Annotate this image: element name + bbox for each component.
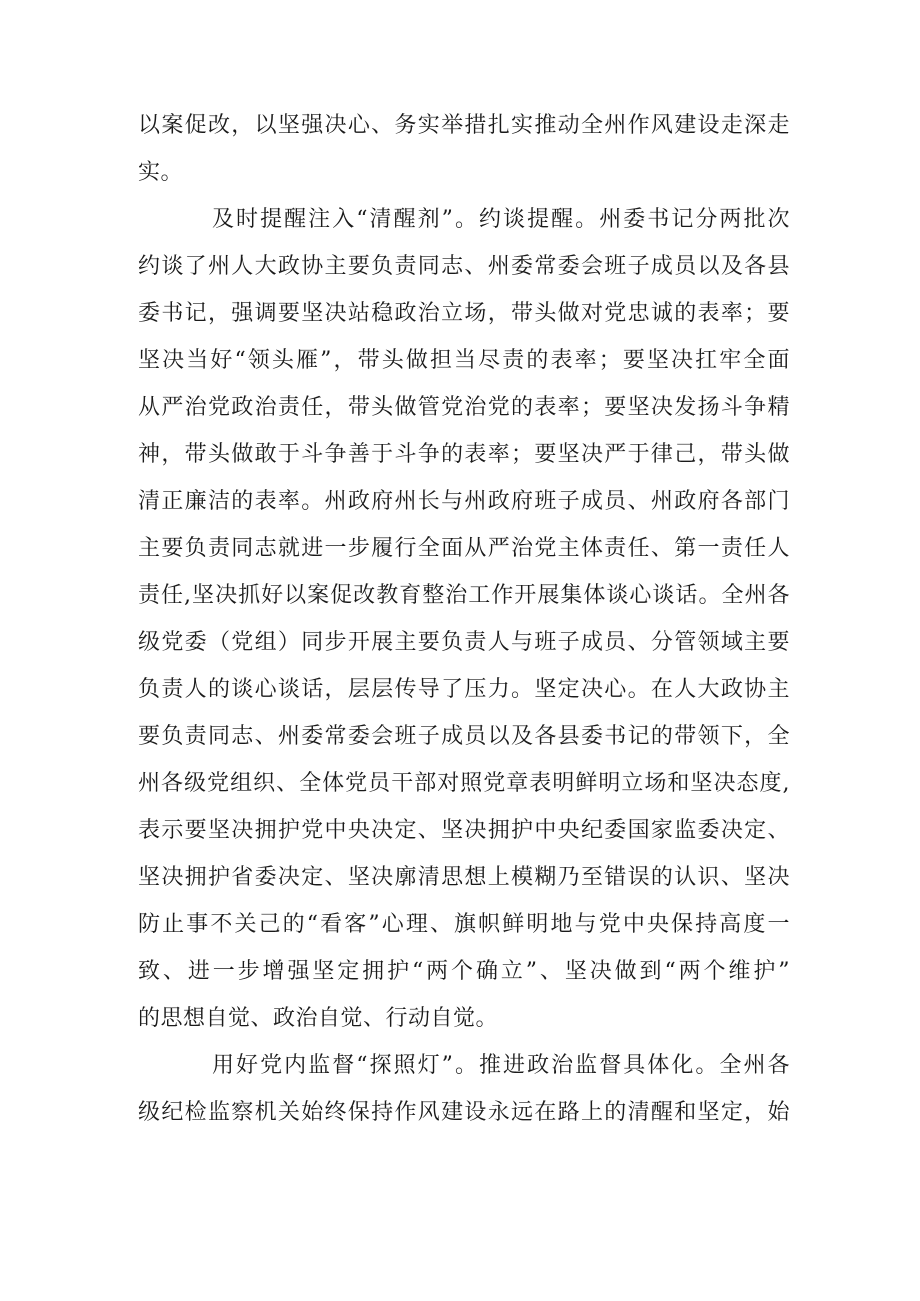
text-line: 清正廉洁的表率。州政府州长与州政府班子成员、州政府各部门 <box>138 489 790 514</box>
text-line: 责任,坚决抓好以案促改教育整治工作开展集体谈心谈话。全州各 <box>138 583 790 608</box>
text-line: 约谈了州人大政协主要负责同志、州委常委会班子成员以及各县 <box>138 254 790 279</box>
text-line: 负责人的谈心谈话，层层传导了压力。坚定决心。在人大政协主 <box>138 677 790 702</box>
text-line: 致、进一步增强坚定拥护“两个确立”、坚决做到“两个维护” <box>138 959 790 984</box>
text-line: 坚决拥护省委决定、坚决廓清思想上模糊乃至错误的认识、坚决 <box>138 865 790 890</box>
text-line: 主要负责同志就进一步履行全面从严治党主体责任、第一责任人 <box>138 536 790 561</box>
paragraph <box>138 1042 790 1136</box>
text-line: 州各级党组织、全体党员干部对照党章表明鲜明立场和坚决态度, <box>138 771 790 796</box>
paragraph <box>138 196 790 1042</box>
text-line: 用好党内监督“探照灯”。推进政治监督具体化。全州各 <box>212 1053 790 1078</box>
text-line: 坚决当好“领头雁”，带头做担当尽责的表率；要坚决扛牢全面 <box>138 348 790 373</box>
text-line: 以案促改，以坚强决心、务实举措扎实推动全州作风建设走深走 <box>138 113 790 138</box>
text-line: 表示要坚决拥护党中央决定、坚决拥护中央纪委国家监委决定、 <box>138 818 790 843</box>
text-line: 神，带头做敢于斗争善于斗争的表率；要坚决严于律己，带头做 <box>138 442 790 467</box>
text-line: 级纪检监察机关始终保持作风建设永远在路上的清醒和坚定，始 <box>138 1100 790 1125</box>
text-line: 要负责同志、州委常委会班子成员以及各县委书记的带领下，全 <box>138 724 790 749</box>
text-line: 防止事不关己的“看客”心理、旗帜鲜明地与党中央保持高度一 <box>138 912 790 937</box>
document-page <box>138 102 790 1136</box>
text-line: 实。 <box>138 160 184 185</box>
text-line: 及时提醒注入“清醒剂”。约谈提醒。州委书记分两批次 <box>212 207 790 232</box>
paragraph <box>138 102 790 196</box>
text-line: 级党委（党组）同步开展主要负责人与班子成员、分管领域主要 <box>138 630 790 655</box>
text-line: 从严治党政治责任，带头做管党治党的表率；要坚决发扬斗争精 <box>138 395 790 420</box>
text-line: 的思想自觉、政治自觉、行动自觉。 <box>138 1006 499 1031</box>
text-line: 委书记，强调要坚决站稳政治立场，带头做对党忠诚的表率；要 <box>138 301 790 326</box>
